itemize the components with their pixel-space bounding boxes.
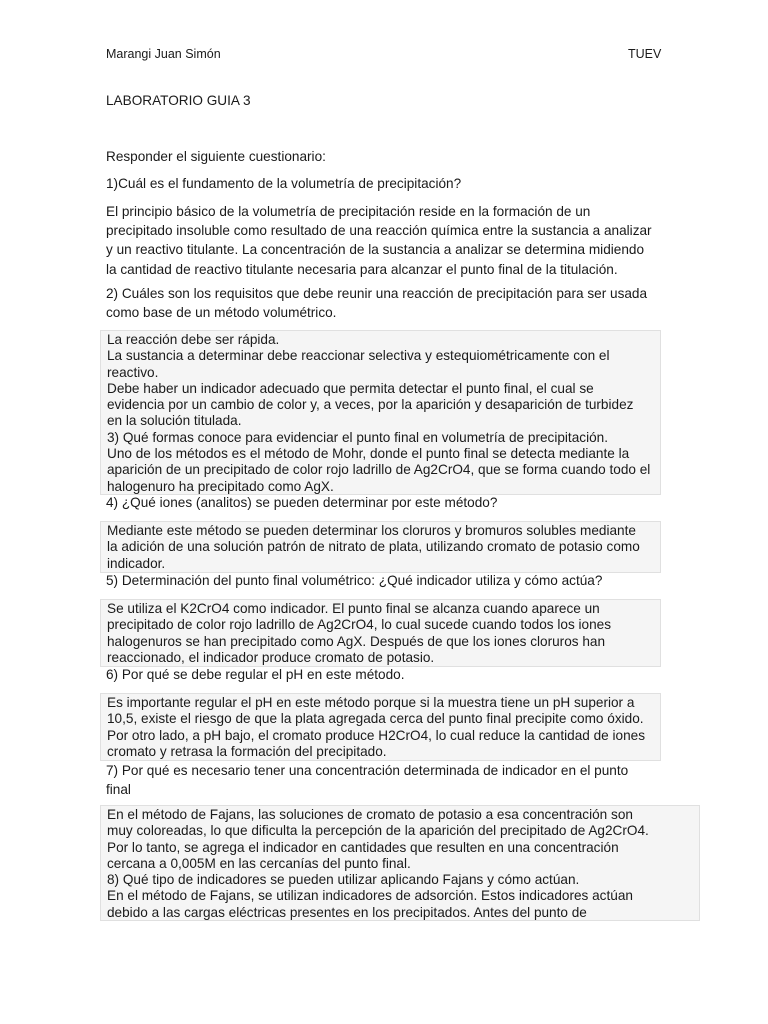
answer-line: Uno de los métodos es el método de Mohr, donde el punto final se detecta mediante la (107, 446, 630, 462)
document-title: LABORATORIO GUIA 3 (106, 93, 251, 108)
answer-1-line: precipitado insoluble como resultado de una reacción química entre la sustancia a analizar (106, 223, 652, 239)
answer-line: 10,5, existe el riesgo de que la plata agregada cerca del punto final precipite como óxido. (107, 711, 644, 727)
answer-1 (106, 202, 666, 279)
answer-line: Por otro lado, a pH bajo, el cromato produce H2CrO4, lo cual reduce la cantidad de iones (107, 727, 646, 743)
question-5: 5) Determinación del punto final volumétrico: ¿Qué indicador utiliza y cómo actúa? (106, 573, 603, 588)
answer-line: la adición de una solución patrón de nitrato de plata, utilizando cromato de potasio como (107, 539, 640, 555)
answer-box-2-3 (100, 330, 661, 495)
answer-line: La sustancia a determinar debe reaccionar selectiva y estequiométricamente con el (107, 348, 610, 364)
answer-line: En el método de Fajans, se utilizan indicadores de adsorción. Estos indicadores actúan (107, 888, 633, 904)
answer-line: cercana a 0,005M en las cercanías del punto final. (107, 855, 411, 871)
answer-line: evidencia por un cambio de color y, a veces, por la aparición y desaparición de turbidez (107, 397, 634, 413)
question-8: 8) Qué tipo de indicadores se pueden utilizar aplicando Fajans y cómo actúan. (107, 872, 580, 888)
answer-line: aparición de un precipitado de color rojo ladrillo de Ag2CrO4, que se forma cuando todo el (107, 462, 651, 478)
answer-line: Se utiliza el K2CrO4 como indicador. El punto final se alcanza cuando aparece un (107, 601, 600, 616)
answer-line: reactivo. (107, 364, 159, 380)
answer-1-line: la cantidad de reactivo titulante necesaria para alcanzar el punto final de la titulación. (106, 261, 618, 277)
answer-box-5 (100, 599, 661, 667)
intro-text: Responder el siguiente cuestionario: (106, 149, 326, 164)
question-6: 6) Por qué se debe regular el pH en este método. (106, 667, 405, 682)
answer-1-line: y un reactivo titulante. La concentración de la sustancia a analizar se determina midiendo (106, 242, 645, 258)
answer-line: cromato y retrasa la formación del precipitado. (107, 743, 387, 759)
question-1: 1)Cuál es el fundamento de la volumetría de precipitación? (106, 176, 462, 191)
answer-line: Debe haber un indicador adecuado que permita detectar el punto final, el cual se (107, 380, 594, 396)
answer-line: Por lo tanto, se agrega el indicador en cantidades que resulten en una concentración (107, 839, 619, 855)
answer-line: precipitado de color rojo ladrillo de Ag2CrO4, lo cual sucede cuando todos los iones (107, 617, 612, 633)
answer-box-4 (100, 521, 661, 573)
answer-line: Mediante este método se pueden determinar los cloruros y bromuros solubles mediante (107, 523, 636, 538)
answer-line: indicador. (107, 555, 166, 571)
answer-line: halogenuros se han precipitado como AgX. Después de que los iones cloruros han (107, 633, 606, 649)
question-4: 4) ¿Qué iones (analitos) se pueden determinar por este método? (106, 495, 498, 510)
answer-line: En el método de Fajans, las soluciones de cromato de potasio a esa concentración son (107, 807, 633, 822)
answer-line: debido a las cargas eléctricas presentes en los precipitados. Antes del punto de (107, 904, 587, 920)
header-author: Marangi Juan Simón (106, 47, 221, 61)
question-7-line: final (106, 782, 131, 798)
answer-line: reaccionado, el indicador produce cromato de potasio. (107, 649, 435, 665)
question-3: 3) Qué formas conoce para evidenciar el punto final en volumetría de precipitación. (107, 429, 608, 445)
answer-box-6 (100, 693, 661, 761)
header-course: TUEV (628, 47, 662, 61)
question-2-line: como base de un método volumétrico. (106, 305, 337, 321)
answer-line: Es importante regular el pH en este método porque si la muestra tiene un pH superior a (107, 695, 635, 710)
answer-line: muy coloreadas, lo que dificulta la percepción de la aparición del precipitado de Ag2CrO4. (107, 823, 649, 839)
answer-1-line: El principio básico de la volumetría de precipitación reside en la formación de un (106, 204, 591, 219)
question-7 (106, 761, 666, 799)
answer-line: halogenuro ha precipitado como AgX. (107, 478, 334, 494)
question-2 (106, 284, 666, 322)
question-2-line: 2) Cuáles son los requisitos que debe reunir una reacción de precipitación para ser usada (106, 286, 648, 301)
answer-line: La reacción debe ser rápida. (107, 332, 280, 347)
answer-box-7-8 (100, 805, 700, 921)
answer-line: en la solución titulada. (107, 413, 242, 429)
question-7-line: 7) Por qué es necesario tener una concentración determinada de indicador en el punto (106, 763, 629, 778)
